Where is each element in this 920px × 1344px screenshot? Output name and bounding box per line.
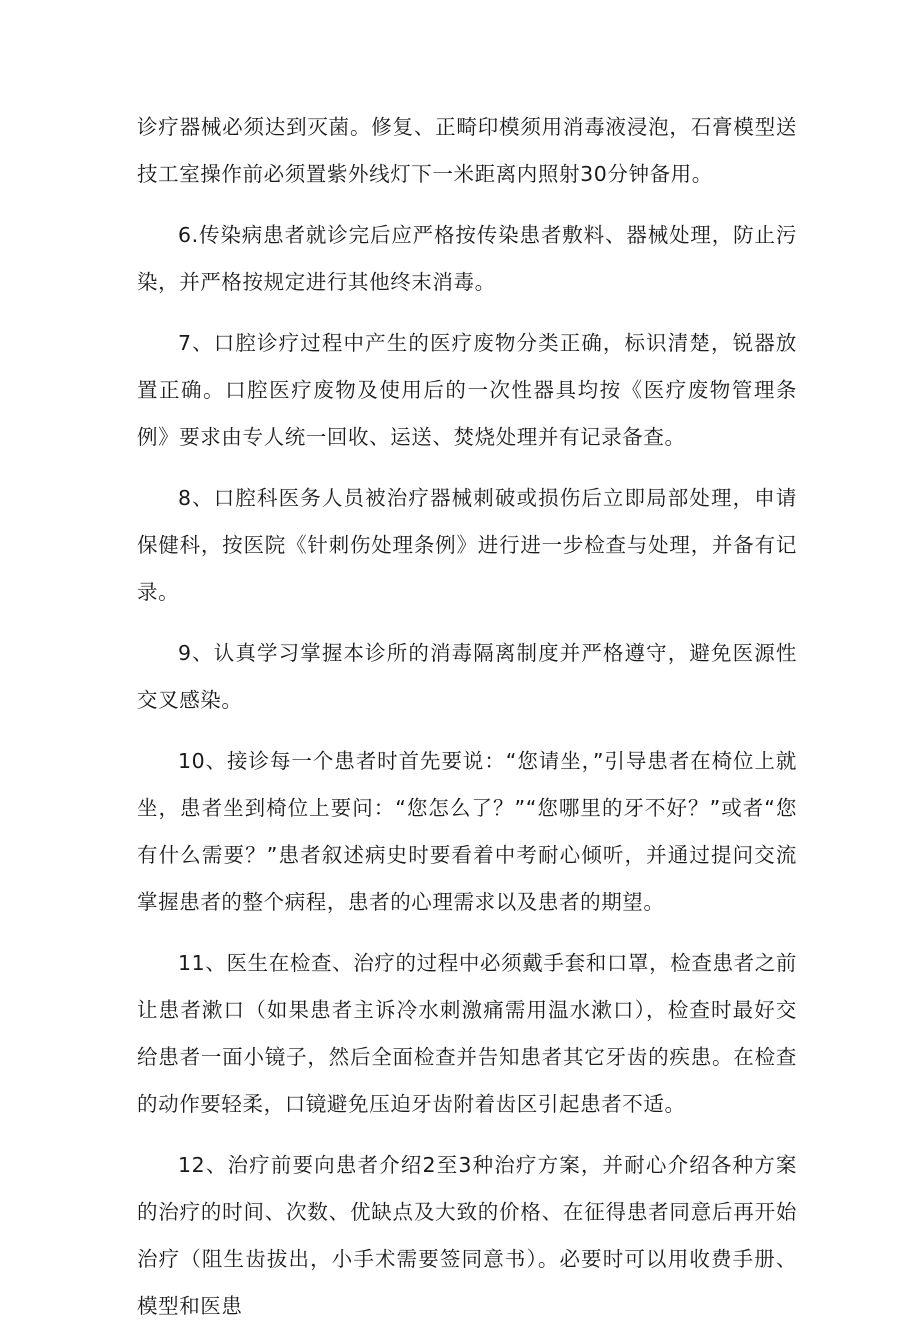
paragraph-6: 6.传染病患者就诊完后应严格按传染患者敷料、器械处理，防止污染，并严格按规定进行其他终末消毒。 [137,223,797,294]
paragraph-8: 8、口腔科医务人员被治疗器械刺破或损伤后立即局部处理，申请保健科，按医院《针刺伤处理条例》进行进一步检查与处理，并备有记录。 [137,486,797,604]
paragraph-7: 7、口腔诊疗过程中产生的医疗废物分类正确，标识清楚，锐器放置正确。口腔医疗废物及使用后的一次性器具均按《医疗废物管理条例》要求由专人统一回收、运送、焚烧处理并有记录备查。 [137,331,797,449]
paragraph-continued: 诊疗器械必须达到灭菌。修复、正畸印模须用消毒液浸泡，石膏模型送技工室操作前必须置紫外线灯下一米距离内照射30分钟备用。 [137,115,797,186]
paragraph-10: 10、接诊每一个患者时首先要说：“您请坐，”引导患者在椅位上就坐，患者坐到椅位上要问：“您怎么了？”“您哪里的牙不好？”或者“您有什么需要？”患者叙述病史时要看着中考耐心倾听，并通过提问交流掌握患者的整个病程，患者的心理需求以及患者的期望。 [137,749,797,914]
paragraph-11: 11、医生在检查、治疗的过程中必须戴手套和口罩，检查患者之前让患者漱口（如果患者主诉冷水刺激痛需用温水漱口），检查时最好交给患者一面小镜子，然后全面检查并告知患者其它牙齿的疾患。在检查的动作要轻柔，口镜避免压迫牙齿附着齿区引起患者不适。 [137,951,797,1116]
document-body [137,104,797,1344]
paragraph-9: 9、认真学习掌握本诊所的消毒隔离制度并严格遵守，避免医源性交叉感染。 [137,641,797,712]
paragraph-12: 12、治疗前要向患者介绍2至3种治疗方案，并耐心介绍各种方案的治疗的时间、次数、优缺点及大致的价格、在征得患者同意后再开始治疗（阻生齿拔出，小手术需要签同意书）。必要时可以用收费手册、模型和医患 [137,1153,797,1318]
